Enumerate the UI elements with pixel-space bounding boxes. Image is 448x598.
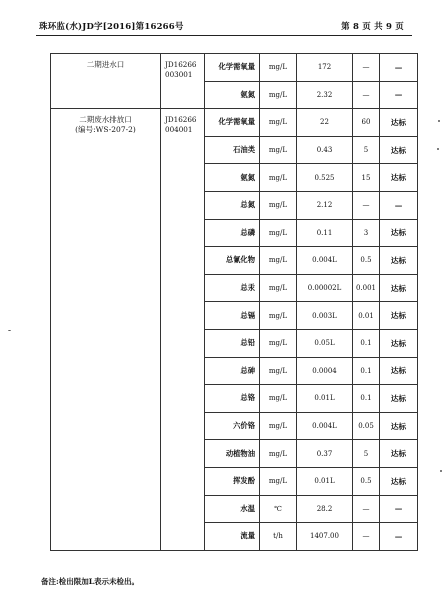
- document-number: 珠环监(水)JD字[2016]第16266号: [39, 22, 184, 32]
- unit-cell: ℃: [260, 495, 297, 523]
- monitoring-results-table: [50, 53, 418, 551]
- scan-speck: [438, 120, 440, 122]
- result-value: 0.525: [297, 164, 353, 192]
- table-row: [51, 54, 418, 82]
- page-indicator: 第 8 页 共 9 页: [341, 22, 404, 32]
- evaluation-cell: 达标: [380, 467, 418, 495]
- parameter-name: 总铅: [205, 329, 260, 357]
- unit-cell: mg/L: [260, 164, 297, 192]
- result-value: 28.2: [297, 495, 353, 523]
- limit-value: 15: [353, 164, 380, 192]
- scan-speck: [440, 470, 442, 472]
- limit-value: —: [353, 191, 380, 219]
- unit-cell: mg/L: [260, 302, 297, 330]
- limit-value: 60: [353, 109, 380, 137]
- footnote: 备注:检出限加L表示未检出。: [41, 577, 140, 586]
- evaluation-cell: —: [380, 81, 418, 109]
- evaluation-cell: 达标: [380, 219, 418, 247]
- parameter-name: 六价铬: [205, 412, 260, 440]
- sample-code-line: 003001: [165, 70, 193, 79]
- sampling-site: [51, 109, 161, 551]
- parameter-name: 总氮: [205, 191, 260, 219]
- result-value: 0.05L: [297, 329, 353, 357]
- result-value: 0.01L: [297, 385, 353, 413]
- parameter-name: 氨氮: [205, 81, 260, 109]
- evaluation-cell: 达标: [380, 164, 418, 192]
- evaluation-cell: 达标: [380, 136, 418, 164]
- unit-cell: t/h: [260, 523, 297, 551]
- site-name-line: 二期进水口: [86, 60, 125, 69]
- result-value: 0.003L: [297, 302, 353, 330]
- result-value: 0.004L: [297, 247, 353, 275]
- result-value: 1407.00: [297, 523, 353, 551]
- sample-code: [161, 54, 205, 109]
- limit-value: 0.001: [353, 274, 380, 302]
- evaluation-cell: —: [380, 191, 418, 219]
- result-value: 22: [297, 109, 353, 137]
- unit-cell: mg/L: [260, 274, 297, 302]
- limit-value: 5: [353, 440, 380, 468]
- sample-code-line: JD16266: [165, 115, 197, 125]
- parameter-name: 挥发酚: [205, 467, 260, 495]
- parameter-name: 总磷: [205, 219, 260, 247]
- unit-cell: mg/L: [260, 219, 297, 247]
- sample-code: [161, 109, 205, 551]
- evaluation-cell: 达标: [380, 440, 418, 468]
- unit-cell: mg/L: [260, 81, 297, 109]
- header-rule: [36, 35, 412, 36]
- unit-cell: mg/L: [260, 467, 297, 495]
- unit-cell: mg/L: [260, 136, 297, 164]
- limit-value: 0.5: [353, 247, 380, 275]
- evaluation-cell: 达标: [380, 412, 418, 440]
- unit-cell: mg/L: [260, 191, 297, 219]
- limit-value: 0.1: [353, 329, 380, 357]
- parameter-name: 总镉: [205, 302, 260, 330]
- unit-cell: mg/L: [260, 385, 297, 413]
- sample-code-line: 004001: [165, 125, 193, 135]
- parameter-name: 总汞: [205, 274, 260, 302]
- limit-value: —: [353, 495, 380, 523]
- result-value: 2.12: [297, 191, 353, 219]
- result-value: 0.37: [297, 440, 353, 468]
- unit-cell: mg/L: [260, 247, 297, 275]
- scan-speck: [437, 148, 439, 150]
- limit-value: —: [353, 523, 380, 551]
- result-value: 172: [297, 54, 353, 82]
- sample-code-line: JD16266: [165, 60, 197, 69]
- evaluation-cell: —: [380, 523, 418, 551]
- limit-value: 0.01: [353, 302, 380, 330]
- evaluation-cell: 达标: [380, 247, 418, 275]
- result-value: 0.01L: [297, 467, 353, 495]
- site-name-line: 二期废水排放口: [79, 115, 132, 125]
- evaluation-cell: 达标: [380, 329, 418, 357]
- limit-value: 0.1: [353, 357, 380, 385]
- evaluation-cell: —: [380, 54, 418, 82]
- result-value: 0.004L: [297, 412, 353, 440]
- parameter-name: 氨氮: [205, 164, 260, 192]
- unit-cell: mg/L: [260, 109, 297, 137]
- parameter-name: 总铬: [205, 385, 260, 413]
- unit-cell: mg/L: [260, 54, 297, 82]
- site-name-line: (编号:WS-207-2): [75, 125, 136, 135]
- limit-value: —: [353, 81, 380, 109]
- limit-value: 3: [353, 219, 380, 247]
- parameter-name: 化学需氧量: [205, 54, 260, 82]
- limit-value: 0.5: [353, 467, 380, 495]
- limit-value: 5: [353, 136, 380, 164]
- evaluation-cell: 达标: [380, 274, 418, 302]
- evaluation-cell: 达标: [380, 385, 418, 413]
- limit-value: 0.05: [353, 412, 380, 440]
- limit-value: 0.1: [353, 385, 380, 413]
- parameter-name: 动植物油: [205, 440, 260, 468]
- evaluation-cell: 达标: [380, 109, 418, 137]
- unit-cell: mg/L: [260, 440, 297, 468]
- unit-cell: mg/L: [260, 357, 297, 385]
- unit-cell: mg/L: [260, 329, 297, 357]
- unit-cell: mg/L: [260, 412, 297, 440]
- result-value: 0.11: [297, 219, 353, 247]
- parameter-name: 水温: [205, 495, 260, 523]
- evaluation-cell: 达标: [380, 302, 418, 330]
- parameter-name: 总砷: [205, 357, 260, 385]
- parameter-name: 总氰化物: [205, 247, 260, 275]
- table-row: [51, 109, 418, 137]
- result-value: 0.00002L: [297, 274, 353, 302]
- parameter-name: 流量: [205, 523, 260, 551]
- evaluation-cell: —: [380, 495, 418, 523]
- parameter-name: 石油类: [205, 136, 260, 164]
- sampling-site: [51, 54, 161, 109]
- evaluation-cell: 达标: [380, 357, 418, 385]
- result-value: 2.32: [297, 81, 353, 109]
- result-value: 0.43: [297, 136, 353, 164]
- result-value: 0.0004: [297, 357, 353, 385]
- scan-speck: [8, 330, 11, 331]
- limit-value: —: [353, 54, 380, 82]
- parameter-name: 化学需氧量: [205, 109, 260, 137]
